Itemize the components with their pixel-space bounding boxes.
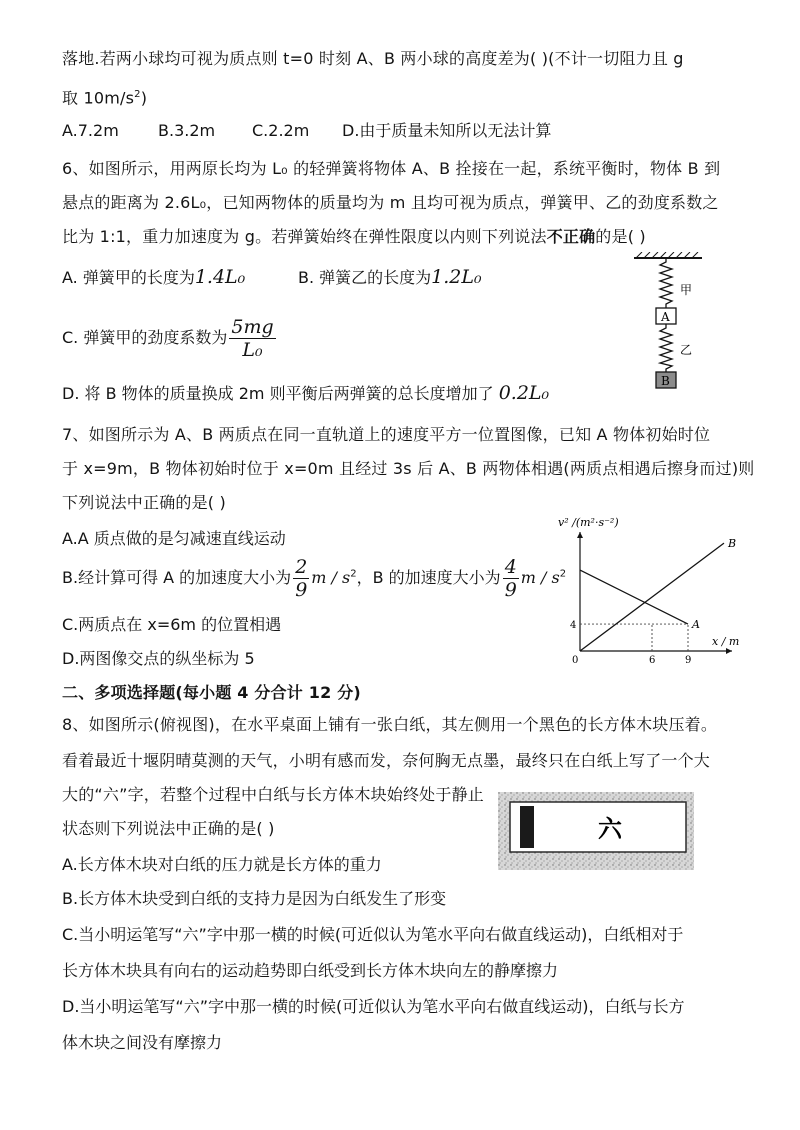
q8-option-c-line-1: C.当小明运笔写“六”字中那一横的时候(可近似认为笔水平向右做直线运动)，白纸相对于 xyxy=(62,925,684,944)
q6-option-a xyxy=(62,266,245,289)
q6-line-3 xyxy=(62,226,646,248)
q7-line-3: 下列说法中正确的是( ) xyxy=(62,493,226,512)
q7-option-b-unit-a: m / s xyxy=(311,568,351,587)
q8-option-b: B.长方体木块受到白纸的支持力是因为白纸发生了形变 xyxy=(62,889,447,908)
q7-option-b-unit-b: m / s xyxy=(520,568,560,587)
q8-line-4: 状态则下列说法中正确的是( ) xyxy=(62,819,275,838)
y-axis-arrow xyxy=(577,532,583,538)
section-2-heading: 二、多项选择题(每小题 4 分合计 12 分) xyxy=(62,683,361,702)
q6-option-d-math: 0.2L₀ xyxy=(498,382,550,404)
q6-line-3-a: 比为 1:1，重力加速度为 g。若弹簧始终在弹性限度以内则下列说法 xyxy=(62,227,547,246)
q6-option-d-text: D. 将 B 物体的质量换成 2m 则平衡后两弹簧的总长度增加了 xyxy=(62,384,494,403)
spring-jia-label: 甲 xyxy=(680,283,693,297)
spring-figure xyxy=(626,252,716,392)
q6-option-a-math: 1.4L₀ xyxy=(194,266,246,288)
q5-option-d: D.由于质量未知所以无法计算 xyxy=(342,121,552,140)
q6-option-c-text: C. 弹簧甲的劲度系数为 xyxy=(62,328,228,347)
y-axis-label: v² /(m²·s⁻²) xyxy=(558,516,619,529)
q6-line-2: 悬点的距离为 2.6L₀，已知两物体的质量均为 m 且均可视为质点，弹簧甲、乙的劲度系数之 xyxy=(62,193,719,212)
paper-character: 六 xyxy=(598,814,622,843)
q7-option-b-fraction-a xyxy=(293,556,309,601)
q6-option-c xyxy=(62,316,278,361)
black-block xyxy=(520,806,534,848)
spring-yi xyxy=(660,324,672,372)
q5-line-1: 落地.若两小球均可视为质点则 t=0 时刻 A、B 两小球的高度差为( )(不计一切阻力且 g xyxy=(62,49,684,68)
q7-option-b-fraction-a-num: 2 xyxy=(295,556,308,578)
q8-line-1: 8、如图所示(俯视图)，在水平桌面上铺有一张白纸，其左侧用一个黑色的长方体木块压着。 xyxy=(62,715,718,734)
q5-line-2-suffix: ) xyxy=(140,88,148,108)
x-tick-6: 6 xyxy=(649,655,656,664)
q8-option-d-line-1: D.当小明运笔写“六”字中那一横的时候(可近似认为笔水平向右做直线运动)，白纸与长方 xyxy=(62,997,685,1016)
q7-line-1: 7、如图所示为 A、B 两质点在同一直轨道上的速度平方一位置图像，已知 A 物体初始时位 xyxy=(62,425,711,444)
q5-line-2-sup: 2 xyxy=(134,89,141,100)
series-label-b: B xyxy=(728,537,737,551)
q7-option-b xyxy=(62,556,566,601)
block-b-label: B xyxy=(661,374,670,388)
q8-line-2: 看着最近十堰阴晴莫测的天气，小明有感而发，奈何胸无点墨，最终只在白纸上写了一个大 xyxy=(62,751,711,770)
q7-option-a: A.A 质点做的是匀减速直线运动 xyxy=(62,529,286,548)
paper-figure xyxy=(498,792,694,870)
spring-yi-label: 乙 xyxy=(680,343,693,357)
q7-option-b-fraction-b xyxy=(503,556,519,601)
y-tick-4: 4 xyxy=(570,620,577,632)
q6-option-b-text: B. 弹簧乙的长度为 xyxy=(298,268,432,287)
q7-option-b-unit-a-sup: 2 xyxy=(350,568,357,580)
q7-option-d: D.两图像交点的纵坐标为 5 xyxy=(62,649,255,668)
q7-chart xyxy=(556,514,746,664)
q5-option-c: C.2.2m xyxy=(252,121,310,140)
q6-option-c-numerator: 5mg xyxy=(231,316,274,338)
q7-option-b-fraction-b-num: 4 xyxy=(504,556,517,578)
x-axis-arrow xyxy=(726,648,732,654)
spring-jia xyxy=(660,258,672,308)
q5-line-2 xyxy=(62,84,147,109)
x-axis-label: x / m xyxy=(712,635,740,648)
q8-option-d-line-2: 体木块之间没有摩擦力 xyxy=(62,1033,223,1052)
q6-option-b xyxy=(298,266,482,289)
q7-option-b-fraction-b-den: 9 xyxy=(504,579,517,601)
q6-option-c-fraction xyxy=(229,316,275,361)
q6-option-c-denominator: L₀ xyxy=(242,339,263,361)
q7-option-c: C.两质点在 x=6m 的位置相遇 xyxy=(62,615,282,634)
q7-option-b-fraction-a-den: 9 xyxy=(295,579,308,601)
q6-option-d xyxy=(62,382,549,405)
q6-line-3-emphasis: 不正确 xyxy=(546,227,596,246)
q8-line-3: 大的“六”字，若整个过程中白纸与长方体木块始终处于静止 xyxy=(62,785,484,804)
q8-option-c-line-2: 长方体木块具有向右的运动趋势即白纸受到长方体木块向左的静摩擦力 xyxy=(62,961,559,980)
q7-option-b-unit-b-sup: 2 xyxy=(559,568,567,580)
q5-option-a: A.7.2m xyxy=(62,121,119,140)
q7-option-b-middle: ，B 的加速度大小为 xyxy=(356,568,501,587)
q7-option-b-prefix: B.经计算可得 A 的加速度大小为 xyxy=(62,568,292,587)
series-line-a xyxy=(580,570,688,624)
x-tick-0: 0 xyxy=(572,655,579,664)
q6-option-b-math: 1.2L₀ xyxy=(431,266,482,288)
q6-line-3-c: 的是( ) xyxy=(595,227,646,246)
q5-option-b: B.3.2m xyxy=(158,121,216,140)
series-label-a: A xyxy=(692,618,700,632)
q7-line-2: 于 x=9m，B 物体初始时位于 x=0m 且经过 3s 后 A、B 两物体相遇(两质点相遇后擦身而过)则 xyxy=(62,459,755,478)
q6-option-a-text: A. 弹簧甲的长度为 xyxy=(62,268,195,287)
q5-line-2-text: 取 10m/s xyxy=(62,88,135,108)
q6-line-1: 6、如图所示，用两原长均为 L₀ 的轻弹簧将物体 A、B 拴接在一起，系统平衡时，物体 B 到 xyxy=(62,159,721,178)
q8-option-a: A.长方体木块对白纸的压力就是长方体的重力 xyxy=(62,855,382,874)
block-a-label: A xyxy=(661,310,670,324)
x-tick-9: 9 xyxy=(685,655,692,664)
